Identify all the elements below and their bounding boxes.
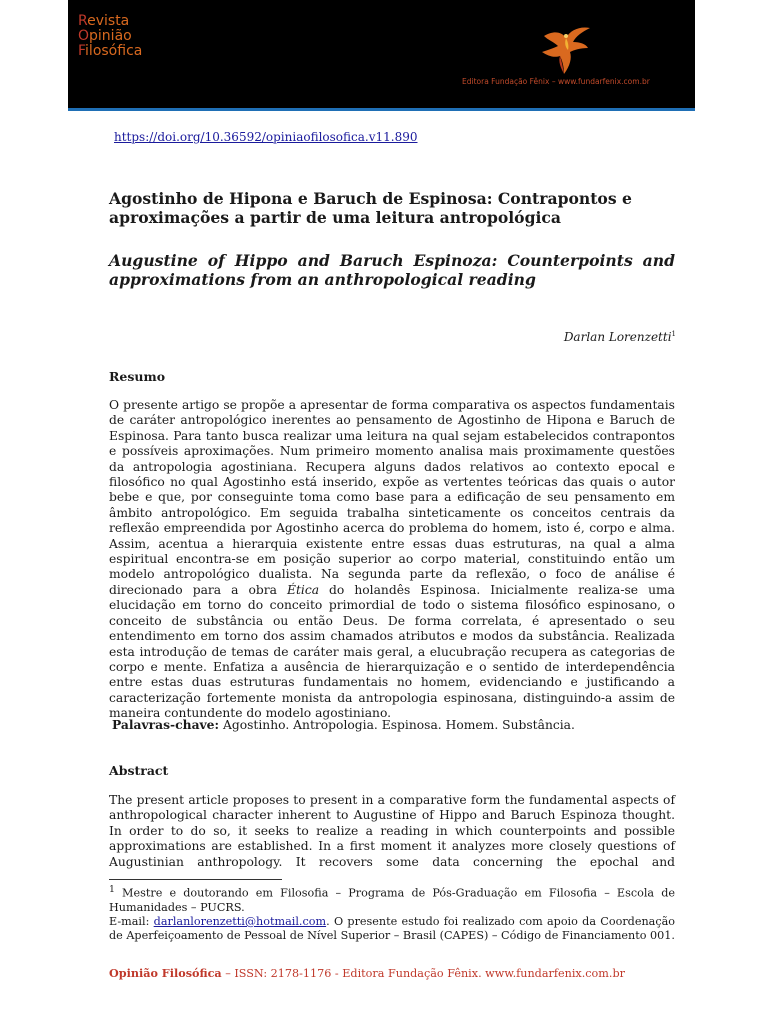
keywords-label: Palavras-chave: (112, 717, 220, 732)
article-title: Agostinho de Hipona e Baruch de Espinosa: Contrapontos e aproximações a partir de uma leitura antropológica (109, 189, 632, 227)
footnote-divider (109, 879, 282, 880)
journal-header-band (68, 0, 695, 108)
resumo-text: O presente artigo se propõe a apresentar de forma comparativa os aspectos fundamentais de caráter antropológico inerentes ao pensamento de Agostinho de Hipona e Baruch de Espinosa. Para tanto busca realizar uma leitura na qual sejam estabelecidos contrapontos e possíveis aproximações. Num primeiro momento analisa mais proximamente questões da antropologia agostiniana. Recupera alguns dados relativos ao contexto epocal e filosófico no qual Agostinho está inserido, expõe as vertentes teóricas das quais o autor bebe e que, por conseguinte toma como base para a edificação de seu pensamento em âmbito antropológico. Em seguida trabalha sinteticamente os conceitos centrais da reflexão empreendida por Agostinho acerca do problema do homem, isto é, corpo e alma. Assim, acentua a hierarquia existente entre essas duas estruturas, na qual a alma espiritual encontra-se em posição superior ao corpo material, constituindo então um modelo antropológico dualista. Na segunda parte da reflexão, o foco de análise é direcionado para a obra Ética do holandês Espinosa. Inicialmente realiza-se uma elucidação em torno do conceito primordial de todo o sistema filosófico espinosano, o conceito de substância ou então Deus. De forma correlata, é apresentado o seu entendimento em torno dos assim chamados atributos e modos da substância. Realizada esta introdução de temas de caráter mais geral, a elucubração recupera as categorias de corpo e mente. Enfatiza a ausência de hierarquização e o sentido de interdependência entre estas duas estruturas fundamentais no homem, evidenciando e justificando a caracterização fortemente monista da antropologia espinosana, distinguindo-a assim de maneira contundente do modelo agostiniano. (109, 398, 675, 721)
wordmark-initial: R (78, 13, 88, 29)
author-name: Darlan Lorenzetti$^1$ (563, 330, 676, 344)
header-divider (68, 108, 695, 111)
wordmark-rest: ilosófica (85, 43, 143, 59)
footnote-number: 1 (109, 884, 115, 895)
footer-journal: Opinião Filosófica (109, 966, 222, 980)
doi-link[interactable]: https://doi.org/10.36592/opiniaofilosofica.v11.890 (114, 130, 418, 144)
resumo-heading: Resumo (109, 369, 166, 384)
abstract-text: The present article proposes to present in a comparative form the fundamental aspects of anthropological character inherent to Augustine of Hippo and Baruch Espinoza thought. In order to do so, it seeks to realize a reading in which counterpoints and possible approximations are established. In a first moment it analyzes more closely questions of Augustinian anthropology. It recovers some data concerning the epochal and (109, 793, 675, 869)
footnote-marker[interactable]: 1 (671, 330, 676, 338)
wordmark-rest: evista (87, 13, 130, 29)
page-footer (109, 966, 625, 980)
publisher-line: Editora Fundação Fênix – www.fundarfenix.com.br (462, 77, 650, 86)
italic-title: Ética (286, 582, 320, 597)
footnote: $^1$ Mestre e doutorando em Filosofia – Programa de Pós-Graduação em Filosofia – Escola de Humanidades – PUCRS. E-mail: darlanlorenzetti@hotmail.com. O presente estudo foi realizado com apoio da Coordenação de Aperfeiçoamento de Pessoal de Nível Superior – Brasil (CAPES) – Código de Financiamento 001. (109, 884, 675, 942)
email-link[interactable]: darlanlorenzetti@hotmail.com (153, 914, 327, 928)
phoenix-logo-icon (536, 22, 594, 76)
article-title-english: Augustine of Hippo and Baruch Espinoza: Counterpoints and approximations from an anthropological reading (109, 251, 675, 289)
keywords (112, 717, 575, 732)
abstract-heading: Abstract (109, 763, 169, 778)
wordmark-initial: F (78, 43, 86, 59)
keywords-list: Agostinho. Antropologia. Espinosa. Homem. Substância. (219, 718, 575, 732)
wordmark-rest: pinião (89, 28, 132, 44)
footer-details: – ISSN: 2178-1176 - Editora Fundação Fênix. www.fundarfenix.com.br (221, 967, 625, 980)
journal-wordmark (78, 14, 142, 59)
wordmark-initial: O (78, 28, 90, 44)
